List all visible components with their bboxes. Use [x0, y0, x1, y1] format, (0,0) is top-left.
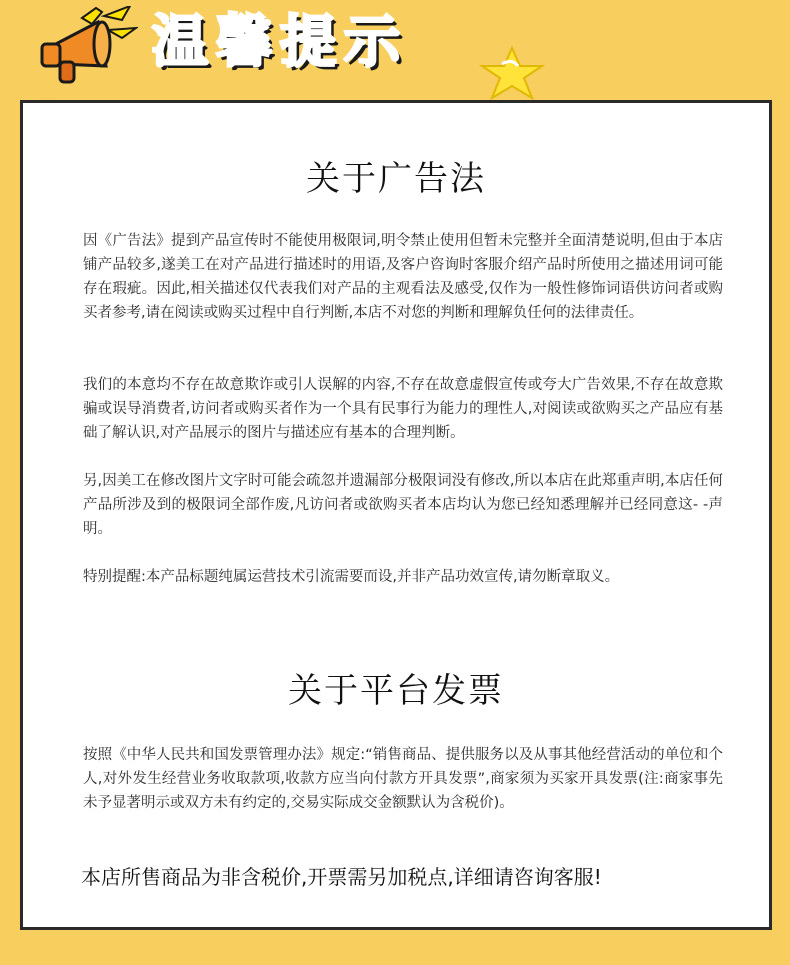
- banner-title: [150, 8, 402, 78]
- special-reminder: 特别提醒:本产品标题纯属运营技术引流需要而设,并非产品功效宣传,请勿断章取义。: [83, 569, 620, 585]
- invoice-paragraph: 按照《中华人民共和国发票管理办法》规定:“销售商品、提供服务以及从事其他经营活动的单位和个人,对外发生经营业务收取款项,收款方应当向付款方开具发票”,商家须为买家开具发票(注:商家事先未予显著明示或双方未有约定的,交易实际成交金额默认为含税价)。: [83, 747, 723, 811]
- ad-law-paragraph: 因《广告法》提到产品宣传时不能使用极限词,明令禁止使用但暂未完整并全面清楚说明,但由于本店铺产品较多,遂美工在对产品进行描述时的用语,及客户咨询时客服介绍产品时所使用之描述用词可能存在瑕疵。因此,相关描述仅代表我们对产品的主观看法及感受,仅作为一般性修饰词语供访问者或购买者参考,请在阅读或购买过程中自行判断,本店不对您的判断和理解负任何的法律责任。: [83, 233, 723, 321]
- banner: [0, 0, 790, 100]
- banner-title-char: 馨: [216, 10, 272, 75]
- ad-law-paragraph: 另,因美工在修改图片文字时可能会疏忽并遗漏部分极限词没有修改,所以本店在此郑重声明,本店任何产品所涉及到的极限词全部作废,凡访问者或欲购买者本店均认为您已经知悉理解并已经同意这- -声明。: [83, 473, 723, 537]
- invoice-emphasis: 本店所售商品为非含税价,开票需另加税点,详细请咨询客服!: [81, 865, 602, 889]
- banner-title-char: 温: [152, 10, 208, 75]
- megaphone-icon: [38, 6, 138, 86]
- banner-title-char: 提: [280, 10, 336, 75]
- ad-law-heading: 关于广告法: [306, 159, 486, 199]
- notice-card: [20, 100, 772, 930]
- banner-title-char: 示: [344, 10, 400, 75]
- star-icon: [466, 44, 556, 104]
- ad-law-paragraph: 我们的本意均不存在故意欺诈或引人误解的内容,不存在故意虚假宣传或夸大广告效果,不存在故意欺骗或误导消费者,访问者或购买者作为一个具有民事行为能力的理性人,对阅读或欲购买之产品应有基础了解认识,对产品展示的图片与描述应有基本的合理判断。: [83, 377, 723, 441]
- invoice-heading: 关于平台发票: [288, 671, 504, 711]
